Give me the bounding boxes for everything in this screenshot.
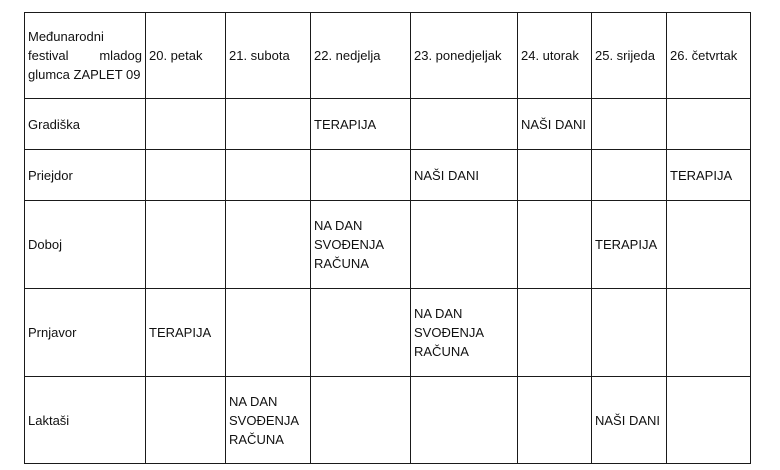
- schedule-cell: TERAPIJA: [311, 99, 411, 150]
- festival-title-cell: Međunarodni festival mladog glumca ZAPLET 09: [25, 13, 146, 99]
- schedule-cell: [592, 99, 667, 150]
- table-row: [25, 201, 751, 289]
- schedule-cell: [411, 201, 518, 289]
- city-cell: Gradiška: [25, 99, 146, 150]
- schedule-cell: [226, 150, 311, 201]
- schedule-cell: [226, 99, 311, 150]
- festival-schedule-table: [24, 12, 751, 464]
- schedule-cell: [411, 99, 518, 150]
- schedule-cell: [226, 201, 311, 289]
- day-header: 20. petak: [146, 13, 226, 99]
- schedule-cell: NA DAN SVOĐENJA RAČUNA: [311, 201, 411, 289]
- day-header: 25. srijeda: [592, 13, 667, 99]
- schedule-cell: [518, 377, 592, 464]
- schedule-cell: NA DAN SVOĐENJA RAČUNA: [226, 377, 311, 464]
- schedule-cell: NA DAN SVOĐENJA RAČUNA: [411, 289, 518, 377]
- schedule-cell: [592, 150, 667, 201]
- schedule-cell: [411, 377, 518, 464]
- schedule-cell: NAŠI DANI: [592, 377, 667, 464]
- table-row: [25, 99, 751, 150]
- schedule-cell: [518, 289, 592, 377]
- city-cell: Doboj: [25, 201, 146, 289]
- table-row: [25, 150, 751, 201]
- schedule-cell: TERAPIJA: [592, 201, 667, 289]
- day-header: 23. ponedjeljak: [411, 13, 518, 99]
- schedule-cell: NAŠI DANI: [518, 99, 592, 150]
- table-row: [25, 289, 751, 377]
- schedule-cell: [518, 150, 592, 201]
- schedule-cell: [667, 99, 751, 150]
- schedule-cell: [518, 201, 592, 289]
- schedule-cell: [146, 99, 226, 150]
- schedule-cell: [667, 289, 751, 377]
- schedule-cell: [592, 289, 667, 377]
- schedule-cell: [311, 289, 411, 377]
- city-cell: Prnjavor: [25, 289, 146, 377]
- schedule-cell: [146, 150, 226, 201]
- schedule-cell: TERAPIJA: [667, 150, 751, 201]
- schedule-cell: [226, 289, 311, 377]
- schedule-cell: [667, 201, 751, 289]
- header-row: [25, 13, 751, 99]
- schedule-cell: [146, 201, 226, 289]
- city-cell: Priejdor: [25, 150, 146, 201]
- day-header: 24. utorak: [518, 13, 592, 99]
- city-cell: Laktaši: [25, 377, 146, 464]
- schedule-cell: [667, 377, 751, 464]
- schedule-cell: NAŠI DANI: [411, 150, 518, 201]
- day-header: 22. nedjelja: [311, 13, 411, 99]
- schedule-cell: [146, 377, 226, 464]
- day-header: 21. subota: [226, 13, 311, 99]
- schedule-cell: TERAPIJA: [146, 289, 226, 377]
- day-header: 26. četvrtak: [667, 13, 751, 99]
- table-row: [25, 377, 751, 464]
- schedule-cell: [311, 377, 411, 464]
- schedule-cell: [311, 150, 411, 201]
